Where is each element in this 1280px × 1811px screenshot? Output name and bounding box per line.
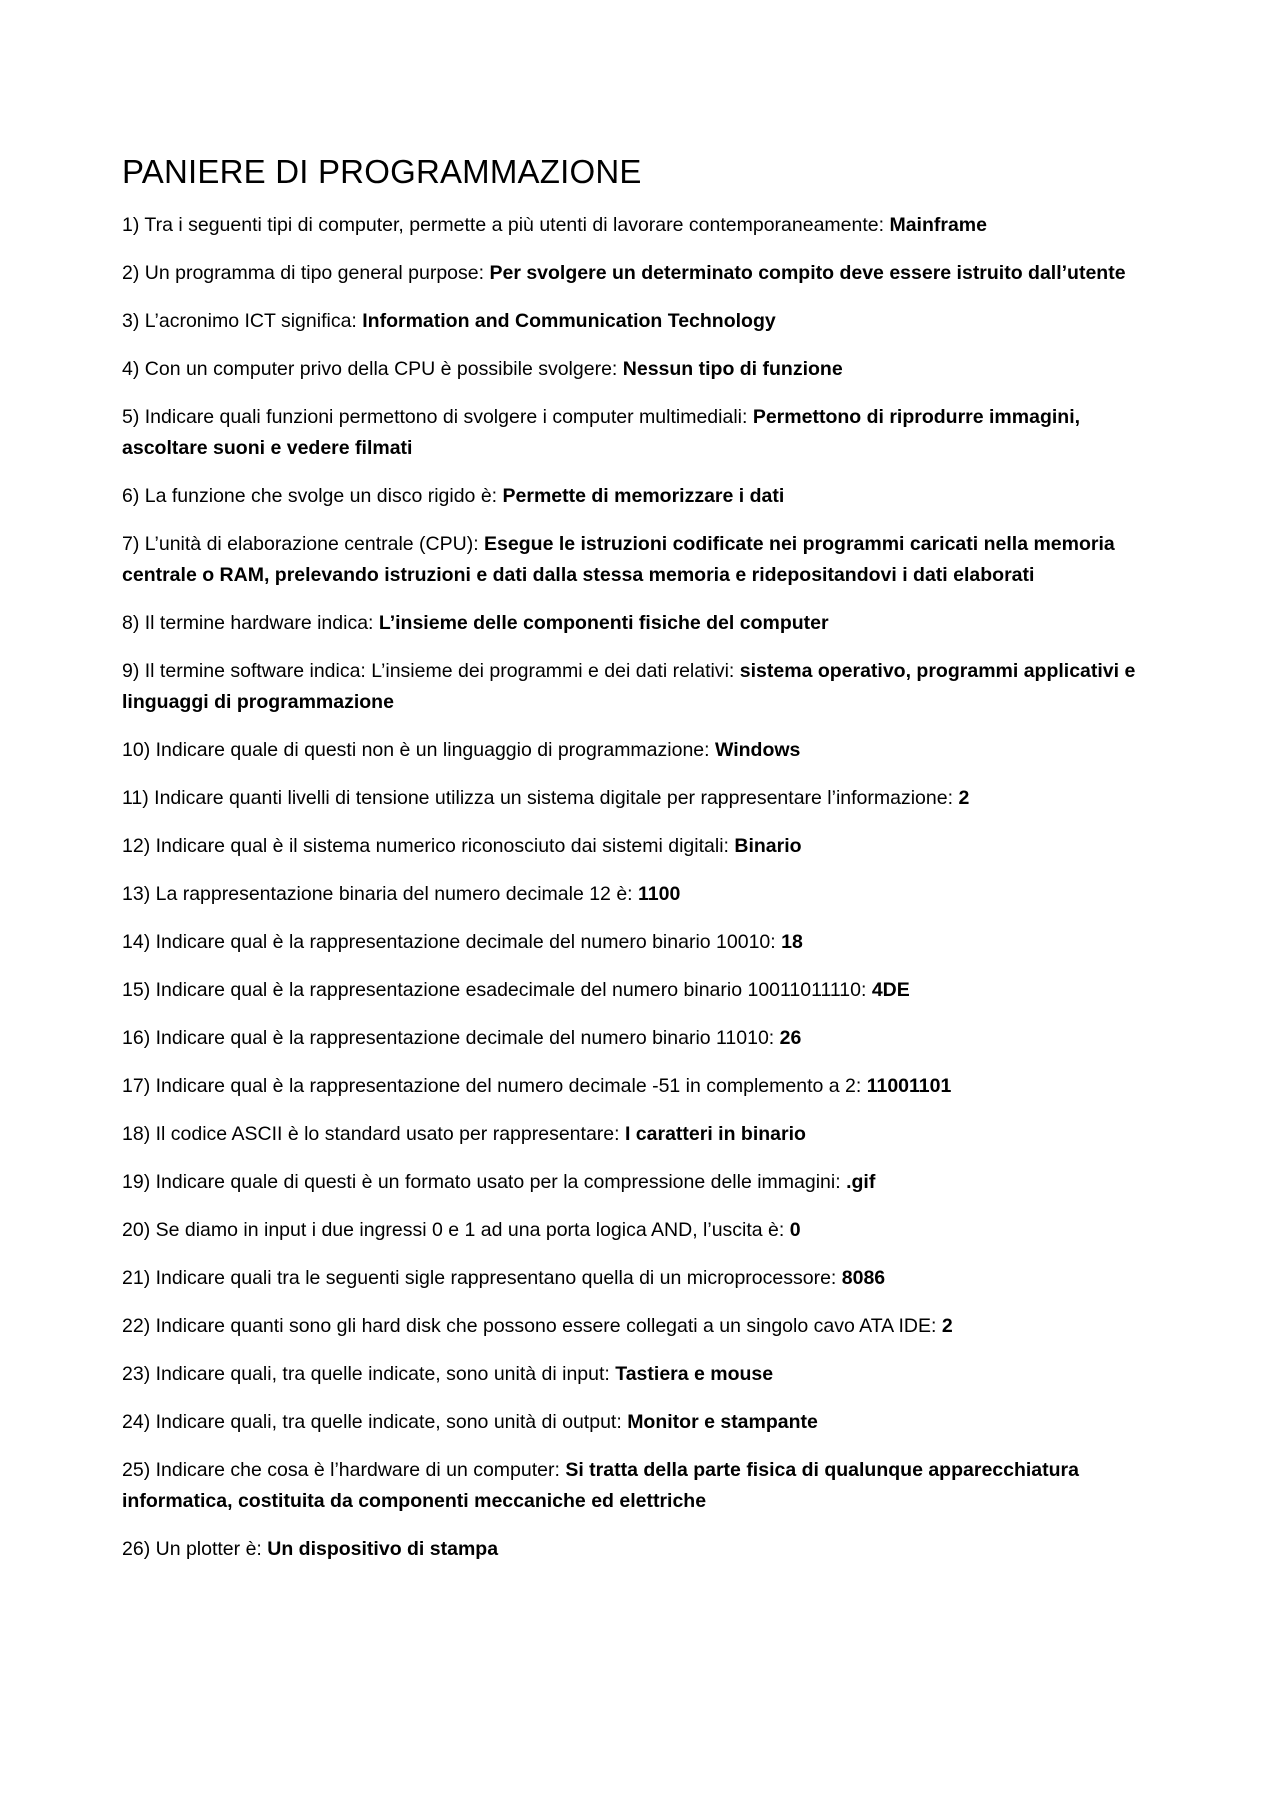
- answer-text: .gif: [846, 1170, 876, 1193]
- question-item: [122, 1263, 1162, 1294]
- question-text: Indicare quale di questi non è un linguaggio di programmazione:: [155, 738, 710, 761]
- question-text: Indicare quali funzioni permettono di svolgere i computer multimediali:: [144, 405, 748, 428]
- question-number: 4): [122, 357, 140, 380]
- question-number: 17): [122, 1074, 151, 1097]
- question-text: Un programma di tipo general purpose:: [144, 261, 485, 284]
- answer-text: Un dispositivo di stampa: [267, 1537, 499, 1560]
- question-text: Indicare qual è la rappresentazione decimale del numero binario 10010:: [155, 930, 776, 953]
- answer-text: 2: [941, 1314, 953, 1337]
- question-item: [122, 354, 1162, 385]
- question-text: Il termine software indica: L’insieme dei programmi e dei dati relativi:: [144, 659, 735, 682]
- answer-text: 18: [781, 930, 803, 953]
- answer-text: Esegue le istruzioni codificate nei programmi caricati nella memoria centrale o RAM, prelevando istruzioni e dati dalla stessa memoria e ridepositandovi i dati elaborati: [122, 532, 1115, 586]
- question-text: Indicare che cosa è l’hardware di un computer:: [155, 1458, 560, 1481]
- question-text: Indicare quale di questi è un formato usato per la compressione delle immagini:: [155, 1170, 841, 1193]
- question-number: 14): [122, 930, 151, 953]
- question-text: L’unità di elaborazione centrale (CPU):: [144, 532, 479, 555]
- question-number: 21): [122, 1266, 151, 1289]
- question-item: [122, 656, 1162, 718]
- question-number: 11): [122, 786, 149, 809]
- answer-text: Binario: [734, 834, 802, 857]
- answer-text: Tastiera e mouse: [615, 1362, 774, 1385]
- question-text: Indicare qual è la rappresentazione del numero decimale -51 in complemento a 2:: [155, 1074, 862, 1097]
- question-number: 9): [122, 659, 140, 682]
- answer-text: Monitor e stampante: [627, 1410, 818, 1433]
- question-item: [122, 879, 1162, 910]
- question-number: 25): [122, 1458, 151, 1481]
- question-number: 5): [122, 405, 140, 428]
- question-item: [122, 1311, 1162, 1342]
- question-text: Indicare qual è la rappresentazione esadecimale del numero binario 10011011110:: [155, 978, 867, 1001]
- question-number: 22): [122, 1314, 151, 1337]
- question-text: Indicare quali tra le seguenti sigle rappresentano quella di un microprocessore:: [155, 1266, 837, 1289]
- answer-text: 2: [958, 786, 970, 809]
- answer-text: 1100: [638, 882, 681, 905]
- question-text: Il codice ASCII è lo standard usato per rappresentare:: [155, 1122, 620, 1145]
- question-item: [122, 258, 1162, 289]
- question-item: [122, 1534, 1162, 1565]
- answer-text: Nessun tipo di funzione: [622, 357, 843, 380]
- question-text: Con un computer privo della CPU è possibile svolgere:: [144, 357, 618, 380]
- document-page: [122, 152, 1162, 1582]
- question-number: 3): [122, 309, 140, 332]
- question-text: Indicare qual è il sistema numerico riconosciuto dai sistemi digitali:: [155, 834, 729, 857]
- question-text: Il termine hardware indica:: [144, 611, 374, 634]
- question-text: Se diamo in input i due ingressi 0 e 1 ad una porta logica AND, l’uscita è:: [155, 1218, 785, 1241]
- question-item: [122, 1071, 1162, 1102]
- question-text: Indicare quanti sono gli hard disk che possono essere collegati a un singolo cavo ATA IDE:: [155, 1314, 937, 1337]
- question-item: [122, 735, 1162, 766]
- answer-text: Information and Communication Technology: [362, 309, 776, 332]
- question-number: 23): [122, 1362, 151, 1385]
- question-number: 13): [122, 882, 151, 905]
- question-item: [122, 927, 1162, 958]
- question-number: 1): [122, 213, 140, 236]
- question-list: [122, 210, 1162, 1565]
- question-number: 10): [122, 738, 151, 761]
- question-number: 8): [122, 611, 140, 634]
- question-number: 6): [122, 484, 140, 507]
- question-number: 16): [122, 1026, 151, 1049]
- answer-text: L’insieme delle componenti fisiche del computer: [378, 611, 829, 634]
- question-item: [122, 402, 1162, 464]
- question-text: Tra i seguenti tipi di computer, permette a più utenti di lavorare contemporaneamente:: [144, 213, 885, 236]
- question-number: 7): [122, 532, 140, 555]
- question-item: [122, 783, 1162, 814]
- answer-text: Permette di memorizzare i dati: [502, 484, 785, 507]
- question-item: [122, 210, 1162, 241]
- question-item: [122, 481, 1162, 512]
- question-item: [122, 1407, 1162, 1438]
- question-text: L’acronimo ICT significa:: [144, 309, 357, 332]
- answer-text: Permettono di riprodurre immagini, ascoltare suoni e vedere filmati: [122, 405, 1081, 459]
- question-number: 2): [122, 261, 140, 284]
- answer-text: 8086: [841, 1266, 886, 1289]
- question-item: [122, 529, 1162, 591]
- question-item: [122, 831, 1162, 862]
- question-number: 20): [122, 1218, 151, 1241]
- question-item: [122, 975, 1162, 1006]
- answer-text: Si tratta della parte fisica di qualunque apparecchiatura informatica, costituita da componenti meccaniche ed elettriche: [122, 1458, 1079, 1512]
- answer-text: I caratteri in binario: [624, 1122, 806, 1145]
- answer-text: Mainframe: [889, 213, 987, 236]
- answer-text: 4DE: [871, 978, 910, 1001]
- question-number: 19): [122, 1170, 151, 1193]
- question-item: [122, 1023, 1162, 1054]
- page-title: PANIERE DI PROGRAMMAZIONE: [122, 153, 642, 190]
- question-item: [122, 1455, 1162, 1517]
- question-text: Indicare quanti livelli di tensione utilizza un sistema digitale per rappresentare l’informazione:: [154, 786, 954, 809]
- question-text: Un plotter è:: [155, 1537, 262, 1560]
- question-item: [122, 1359, 1162, 1390]
- question-text: Indicare quali, tra quelle indicate, sono unità di output:: [155, 1410, 622, 1433]
- question-item: [122, 306, 1162, 337]
- question-number: 15): [122, 978, 151, 1001]
- question-number: 26): [122, 1537, 151, 1560]
- answer-text: 0: [789, 1218, 801, 1241]
- question-text: La rappresentazione binaria del numero decimale 12 è:: [155, 882, 633, 905]
- answer-text: 11001101: [866, 1074, 952, 1097]
- question-text: La funzione che svolge un disco rigido è:: [144, 484, 498, 507]
- question-item: [122, 1119, 1162, 1150]
- question-text: Indicare qual è la rappresentazione decimale del numero binario 11010:: [155, 1026, 775, 1049]
- question-number: 18): [122, 1122, 151, 1145]
- question-text: Indicare quali, tra quelle indicate, sono unità di input:: [155, 1362, 610, 1385]
- question-number: 24): [122, 1410, 151, 1433]
- question-item: [122, 1215, 1162, 1246]
- answer-text: sistema operativo, programmi applicativi e linguaggi di programmazione: [122, 659, 1136, 713]
- answer-text: Windows: [714, 738, 801, 761]
- answer-text: Per svolgere un determinato compito deve essere istruito dall’utente: [489, 261, 1126, 284]
- question-item: [122, 1167, 1162, 1198]
- question-item: [122, 608, 1162, 639]
- question-number: 12): [122, 834, 151, 857]
- answer-text: 26: [779, 1026, 802, 1049]
